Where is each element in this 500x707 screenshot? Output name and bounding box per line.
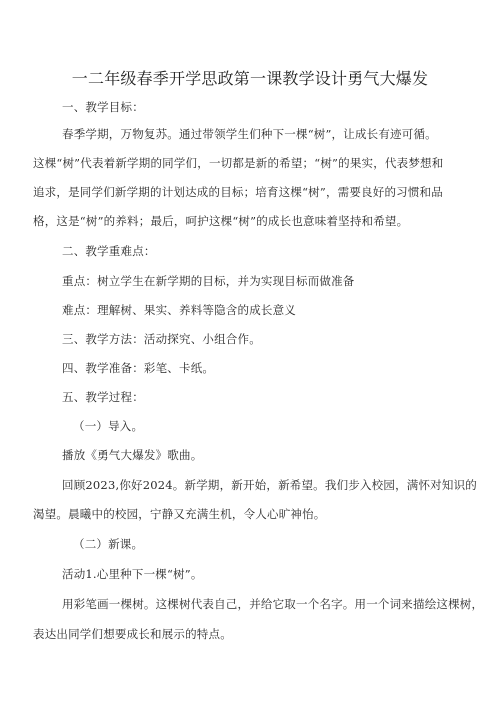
paragraph-line: 春季学期，万物复苏。通过带领学生们种下一棵“树”，让成长有迹可循。 bbox=[62, 127, 437, 141]
paragraph-line: 格，这是“树”的养料；最后，呵护这棵“树”的成长也意味着坚持和希望。 bbox=[33, 214, 409, 228]
section-heading-process: 五、教学过程： bbox=[62, 390, 144, 404]
paragraph-line: 表达出同学们想要成长和展示的特点。 bbox=[33, 627, 232, 641]
section-heading-preparation: 四、教学准备：彩笔、卡纸。 bbox=[62, 361, 215, 375]
paragraph-line: 渴望。晨曦中的校园，宁静又充满生机，令人心旷神怡。 bbox=[33, 507, 326, 521]
paragraph-line: 播放《勇气大爆发》歌曲。 bbox=[62, 448, 203, 462]
paragraph-line: 这棵“树”代表着新学期的同学们，一切都是新的希望；“树”的果实，代表梦想和 bbox=[33, 156, 444, 170]
subsection-heading-intro: （一）导入。 bbox=[73, 419, 144, 433]
paragraph-line: 追求，是同学们新学期的计划达成的目标；培育这棵“树”，需要良好的习惯和品 bbox=[33, 185, 443, 199]
section-heading-methods: 三、教学方法：活动探究、小组合作。 bbox=[62, 332, 261, 346]
section-heading-objectives: 一、教学目标： bbox=[62, 100, 144, 114]
paragraph-line: 回顾2023,你好2024。新学期，新开始，新希望。我们步入校园，满怀对知识的 bbox=[62, 478, 477, 492]
paragraph-line: 活动1.心里种下一棵“树”。 bbox=[62, 567, 203, 581]
paragraph-line: 难点：理解树、果实、养料等隐含的成长意义 bbox=[62, 303, 296, 317]
paragraph-line: 重点：树立学生在新学期的目标，并为实现目标而做准备 bbox=[62, 274, 355, 288]
section-heading-key-points: 二、教学重难点： bbox=[62, 244, 156, 258]
document-title: 一二年级春季开学思政第一课教学设计勇气大爆发 bbox=[71, 69, 429, 88]
paragraph-line: 用彩笔画一棵树。这棵树代表自己，并给它取一个名字。用一个词来描绘这棵树， bbox=[62, 597, 484, 611]
subsection-heading-new-lesson: （二）新课。 bbox=[73, 537, 144, 551]
